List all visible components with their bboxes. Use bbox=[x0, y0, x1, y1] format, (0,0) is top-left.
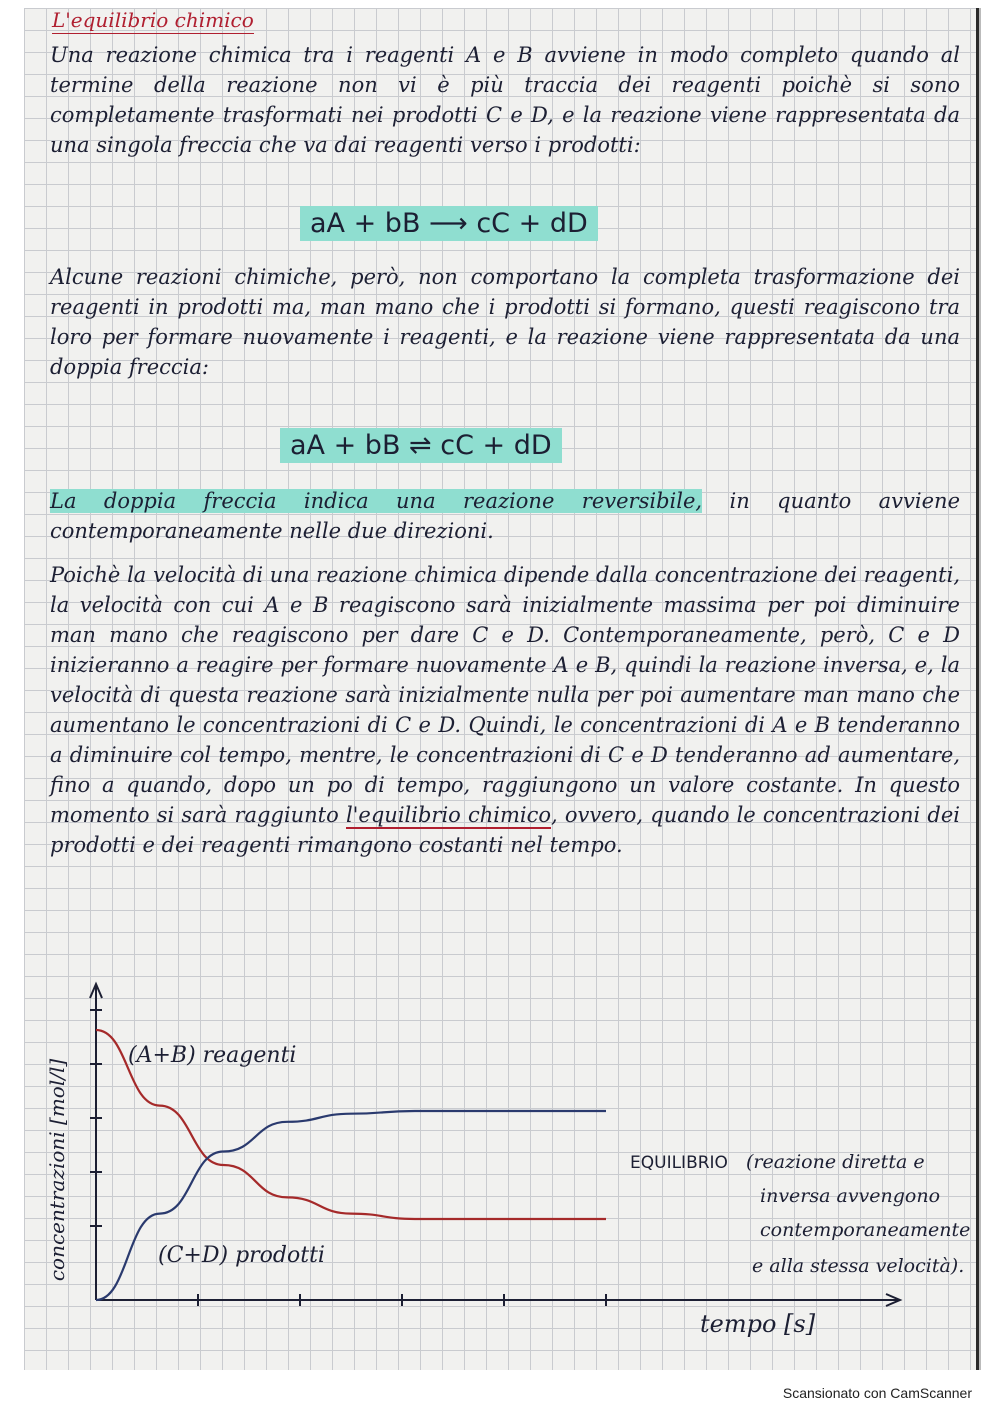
page-title: L'equilibrio chimico bbox=[52, 8, 254, 32]
x-axis-label: tempo [s] bbox=[700, 1310, 816, 1338]
products-curve bbox=[96, 1111, 606, 1300]
annotation-line-2: inversa avvengono bbox=[760, 1185, 941, 1207]
y-axis-label: concentrazioni [mol/l] bbox=[45, 1058, 69, 1282]
equilibrium-label: EQUILIBRIO bbox=[630, 1153, 728, 1173]
paragraph-4-body: Poichè la velocità di una reazione chimica dipende dalla concentrazione dei reagenti, la velocità con cui A e B reagiscono sarà inizialmente massima per poi diminuire man mano che reagiscono per dare C e D. Contemporaneamente, però, C e D inizieranno a reagire per formare nuovamente A e B, quindi la reazione inversa, e, la velocità di questa reazione sarà inizialmente nulla per poi aumentare man mano che aumentano le concentrazioni di C e D. Quindi, le concentrazioni di A e B tenderanno a diminuire col tempo, mentre, le concentrazioni di C e D tenderanno ad aumentare, fino a quando, dopo un po di tempo, raggiungono un valore costante. In questo momento si sarà raggiunto bbox=[50, 563, 960, 827]
equilibrium-underlined: l'equilibrio chimico bbox=[345, 803, 552, 827]
paragraph-1: Una reazione chimica tra i reagenti A e B avviene in modo completo quando al termine della reazione non vi è più traccia dei reagenti poichè si sono completamente trasformati nei prodotti C e D, e la reazione viene rappresentata da una singola freccia che va dai reagenti verso i prodotti: bbox=[50, 43, 960, 157]
annotation-line-3: contemporaneamente bbox=[760, 1219, 971, 1241]
annotation-line-4: e alla stessa velocità). bbox=[752, 1255, 965, 1277]
series-label-products: (C+D) prodotti bbox=[158, 1243, 325, 1268]
paragraph-4-end: , ovvero, quando le concentrazioni dei prodotti e dei reagenti rimangono costanti nel tempo. bbox=[50, 803, 960, 857]
scanner-footer: Scansionato con CamScanner bbox=[782, 1385, 972, 1401]
annotation-line-1: (reazione diretta e bbox=[746, 1151, 925, 1173]
paragraph-2: Alcune reazioni chimiche, però, non comportano la completa trasformazione dei reagenti in prodotti ma, man mano che i prodotti si formano, questi reagiscono tra loro per formare nuovamente i reagenti, e la reazione viene rappresentata da una doppia freccia: bbox=[50, 265, 960, 379]
series-label-reagents: (A+B) reagenti bbox=[128, 1043, 297, 1068]
equation-irreversible: aA + bB ⟶ cC + dD bbox=[300, 206, 598, 241]
equation-reversible: aA + bB ⇌ cC + dD bbox=[280, 428, 562, 463]
reversible-highlight: La doppia freccia indica una reazione reversibile, bbox=[50, 489, 703, 513]
paragraph-3-rest: in quanto avviene contemporaneamente nelle due direzioni. bbox=[50, 489, 960, 543]
